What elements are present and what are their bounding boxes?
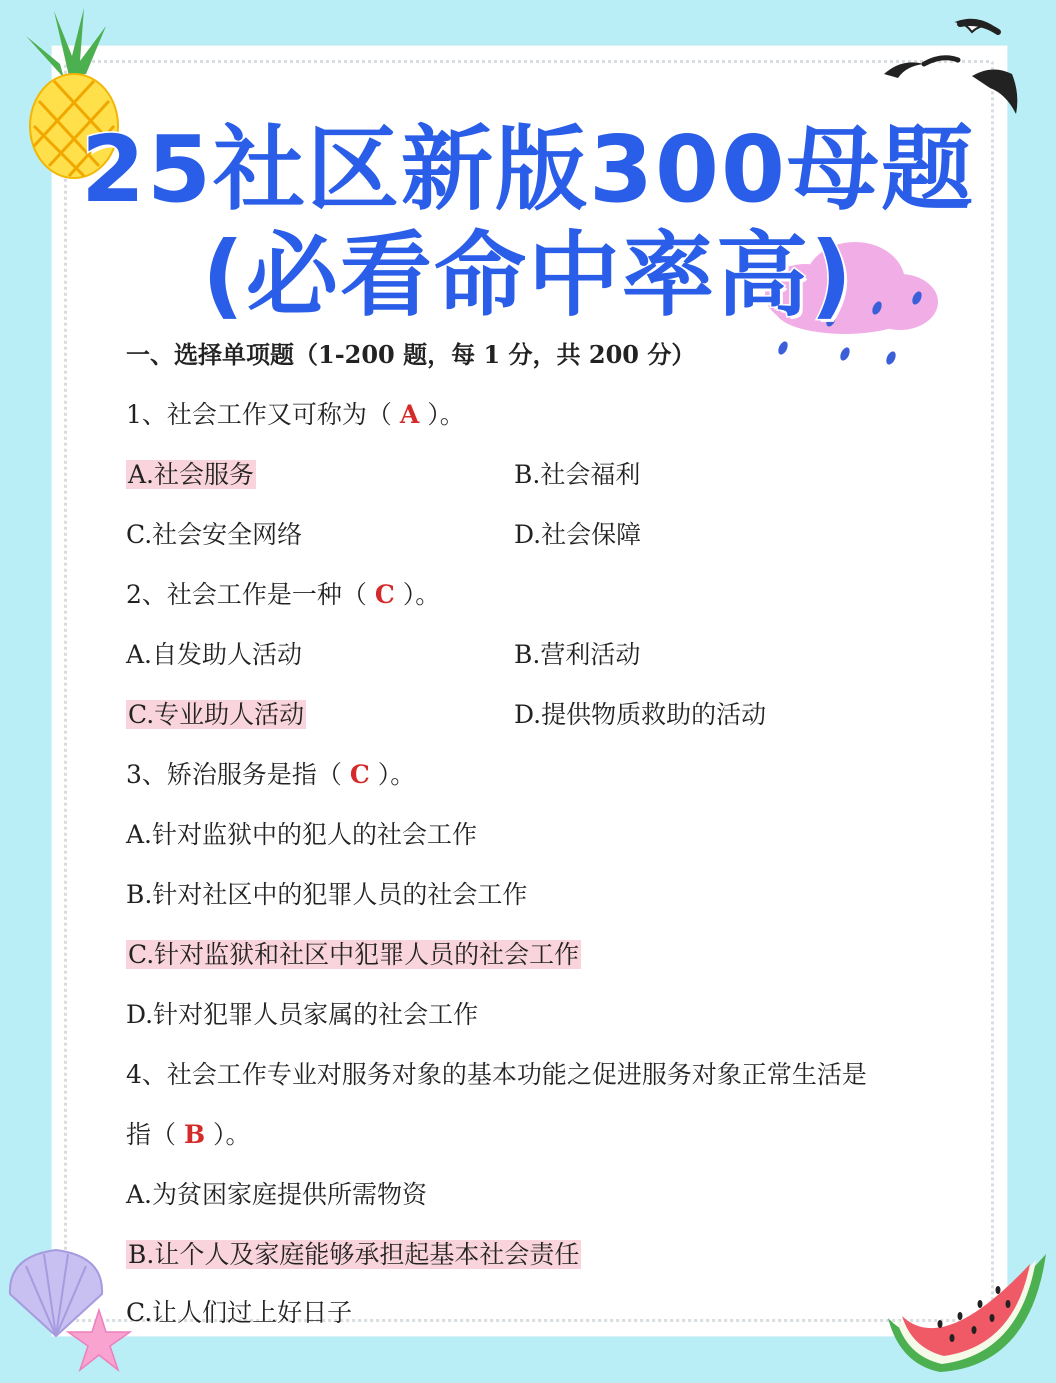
option-b [126,1238,581,1272]
correct-option: C.针对监狱和社区中犯罪人员的社会工作 [128,940,580,969]
option-d: D.针对犯罪人员家属的社会工作 [126,1000,479,1029]
answer-letter: C [349,760,370,789]
page-subtitle: (必看命中率高) [201,222,855,329]
option-c [126,938,581,972]
question-4-stem: 4、社会工作专业对服务对象的基本功能之促进服务对象正常生活是 [126,1060,867,1089]
option-c: C.社会安全网络 [126,520,303,549]
option-c [126,698,306,732]
option-a: A.针对监狱中的犯人的社会工作 [126,820,478,849]
correct-option: C.专业助人活动 [128,700,305,729]
option-d: D.社会保障 [514,520,642,549]
section-heading: 一、选择单项题（1-200 题，每 1 分，共 200 分） [126,340,696,369]
watermelon-icon [880,1246,1052,1376]
answer-letter: C [374,580,395,609]
option-a: A.为贫困家庭提供所需物资 [126,1180,428,1209]
option-d: D.提供物质救助的活动 [514,700,767,729]
question-1-stem: 1、社会工作又可称为（ A ）。 [126,400,465,429]
question-2-stem: 2、社会工作是一种（ C ）。 [126,580,441,609]
question-4-stem-cont: 指（ B ）。 [126,1120,251,1149]
option-a: A.自发助人活动 [126,640,303,669]
page-title: 25社区新版300母题 [80,116,976,223]
option-a [126,458,256,492]
starfish-icon [66,1308,132,1374]
option-b: B.社会福利 [514,460,641,489]
option-c: C.让人们过上好日子 [126,1298,353,1327]
correct-option: A.社会服务 [128,460,255,489]
question-3-stem: 3、矫治服务是指（ C ）。 [126,760,416,789]
correct-option: B.让个人及家庭能够承担起基本社会责任 [128,1240,580,1269]
answer-letter: B [183,1120,206,1149]
option-b: B.营利活动 [514,640,641,669]
option-b: B.针对社区中的犯罪人员的社会工作 [126,880,528,909]
answer-letter: A [399,400,420,429]
